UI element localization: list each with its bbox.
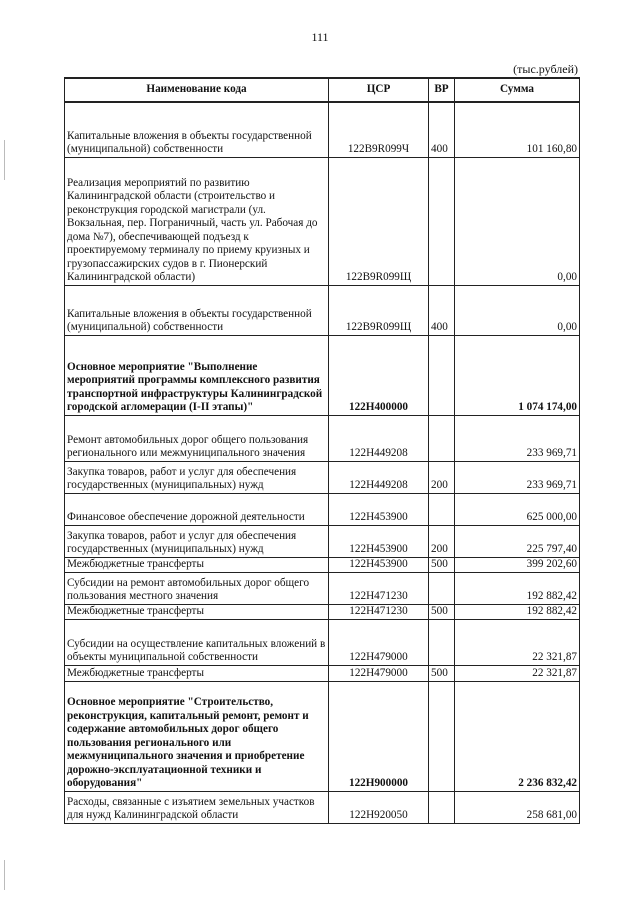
cell-sum: 0,00 — [455, 157, 580, 285]
cell-vr — [429, 157, 455, 285]
cell-csr: 122Н449208 — [329, 415, 429, 461]
table-header-row — [65, 78, 580, 102]
cell-sum: 192 882,42 — [455, 572, 580, 604]
cell-sum: 22 321,87 — [455, 665, 580, 681]
cell-sum: 22 321,87 — [455, 619, 580, 665]
cell-csr: 122В9R099Щ — [329, 157, 429, 285]
cell-vr: 500 — [429, 665, 455, 681]
table-row-section — [65, 681, 580, 791]
header-vr: ВР — [429, 78, 455, 102]
table-row — [65, 415, 580, 461]
table-row — [65, 619, 580, 665]
cell-csr: 122Н400000 — [329, 335, 429, 415]
table-row — [65, 461, 580, 493]
cell-name: Финансовое обеспечение дорожной деятельности — [65, 493, 329, 525]
cell-vr — [429, 791, 455, 823]
cell-sum: 101 160,80 — [455, 102, 580, 157]
page-number: 111 — [311, 30, 329, 44]
cell-vr — [429, 572, 455, 604]
cell-name: Капитальные вложения в объекты государственной (муниципальной) собственности — [65, 285, 329, 335]
cell-vr — [429, 415, 455, 461]
binder-mark — [4, 140, 5, 180]
cell-csr: 122Н471230 — [329, 604, 429, 619]
table-row — [65, 557, 580, 572]
cell-vr: 500 — [429, 557, 455, 572]
header-csr: ЦСР — [329, 78, 429, 102]
cell-csr: 122Н449208 — [329, 461, 429, 493]
cell-name: Расходы, связанные с изъятием земельных участков для нужд Калининградской области — [65, 791, 329, 823]
cell-vr: 500 — [429, 604, 455, 619]
header-sum: Сумма — [455, 78, 580, 102]
table-row — [65, 493, 580, 525]
cell-name: Капитальные вложения в объекты государственной (муниципальной) собственности — [65, 102, 329, 157]
cell-sum: 225 797,40 — [455, 525, 580, 557]
cell-name: Закупка товаров, работ и услуг для обеспечения государственных (муниципальных) нужд — [65, 525, 329, 557]
cell-name: Реализация мероприятий по развитию Калининградской области (строительство и реконструкция городской магистрали (ул. Вокзальная, пер. Пограничный, часть ул. Рабочая до дома №7), обеспечивающей подъезд к проектируемому терминалу по приему круизных и грузопассажирских судов в г. Пионерский Калининградской области) — [65, 157, 329, 285]
cell-sum: 233 969,71 — [455, 461, 580, 493]
cell-vr: 200 — [429, 461, 455, 493]
cell-name: Субсидии на ремонт автомобильных дорог общего пользования местного значения — [65, 572, 329, 604]
cell-sum: 233 969,71 — [455, 415, 580, 461]
table-row-section — [65, 335, 580, 415]
cell-vr — [429, 335, 455, 415]
cell-csr: 122Н920050 — [329, 791, 429, 823]
cell-vr: 400 — [429, 285, 455, 335]
cell-csr: 122Н479000 — [329, 619, 429, 665]
cell-sum: 1 074 174,00 — [455, 335, 580, 415]
binder-mark — [4, 860, 5, 890]
cell-name: Субсидии на осуществление капитальных вложений в объекты муниципальной собственности — [65, 619, 329, 665]
cell-vr: 400 — [429, 102, 455, 157]
table-row — [65, 791, 580, 823]
cell-name: Межбюджетные трансферты — [65, 557, 329, 572]
table-row — [65, 572, 580, 604]
units-label: (тыс.рублей) — [513, 62, 578, 76]
table-row — [65, 665, 580, 681]
cell-sum: 399 202,60 — [455, 557, 580, 572]
cell-name: Межбюджетные трансферты — [65, 665, 329, 681]
table-row — [65, 102, 580, 157]
table-row — [65, 604, 580, 619]
table-row — [65, 285, 580, 335]
cell-name: Межбюджетные трансферты — [65, 604, 329, 619]
cell-sum: 0,00 — [455, 285, 580, 335]
cell-csr: 122В9R099Ч — [329, 102, 429, 157]
cell-vr: 200 — [429, 525, 455, 557]
cell-csr: 122Н471230 — [329, 572, 429, 604]
cell-vr — [429, 493, 455, 525]
cell-sum: 258 681,00 — [455, 791, 580, 823]
cell-csr: 122Н453900 — [329, 525, 429, 557]
cell-name: Ремонт автомобильных дорог общего пользования регионального или межмуниципального значения — [65, 415, 329, 461]
cell-csr: 122В9R099Щ — [329, 285, 429, 335]
cell-csr: 122Н900000 — [329, 681, 429, 791]
cell-name: Закупка товаров, работ и услуг для обеспечения государственных (муниципальных) нужд — [65, 461, 329, 493]
cell-sum: 2 236 832,42 — [455, 681, 580, 791]
cell-csr: 122Н453900 — [329, 493, 429, 525]
cell-csr: 122Н453900 — [329, 557, 429, 572]
header-name: Наименование кода — [65, 78, 329, 102]
budget-table — [64, 77, 580, 824]
cell-sum: 625 000,00 — [455, 493, 580, 525]
cell-vr — [429, 681, 455, 791]
table-row — [65, 525, 580, 557]
table-row — [65, 157, 580, 285]
cell-csr: 122Н479000 — [329, 665, 429, 681]
cell-sum: 192 882,42 — [455, 604, 580, 619]
cell-name: Основное мероприятие "Выполнение мероприятий программы комплексного развития транспортной инфраструктуры Калининградской городской агломерации (I-II этапы)" — [65, 335, 329, 415]
cell-name: Основное мероприятие "Строительство, реконструкция, капитальный ремонт, ремонт и содержание автомобильных дорог общего пользования регионального или межмуниципального значения и приобретение дорожно-эксплуатационной техники и оборудования" — [65, 681, 329, 791]
cell-vr — [429, 619, 455, 665]
